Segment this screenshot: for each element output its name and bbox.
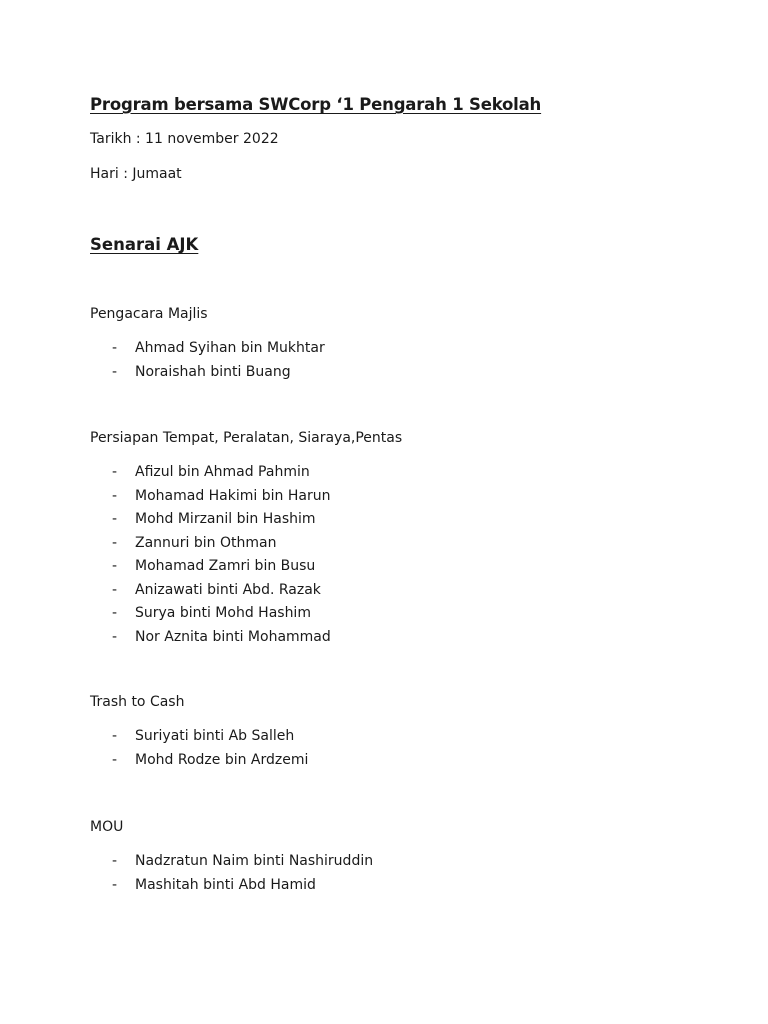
- document-title: Program bersama SWCorp ‘1 Pengarah 1 Sekolah: [90, 95, 542, 114]
- member-name: Mohd Mirzanil bin Hashim: [135, 511, 316, 527]
- dash-bullet: -: [112, 487, 118, 504]
- date-line: Tarikh : 11 november 2022: [90, 131, 279, 147]
- member-name: Surya binti Mohd Hashim: [135, 605, 311, 621]
- dash-bullet: -: [112, 853, 118, 869]
- dash-bullet: -: [112, 605, 118, 621]
- committee-group-title: Pengacara Majlis: [90, 306, 208, 322]
- member-name: Mohd Rodze bin Ardzemi: [135, 751, 309, 768]
- section-heading: Senarai AJK: [90, 235, 199, 254]
- member-name: Suriyati binti Ab Salleh: [135, 728, 295, 744]
- member-name: Noraishah binti Buang: [135, 363, 291, 380]
- member-name: Anizawati binti Abd. Razak: [135, 581, 321, 598]
- member-name: Zannuri bin Othman: [135, 534, 277, 551]
- committee-group-mou: [90, 817, 710, 897]
- member-item: [90, 749, 710, 773]
- member-name: Mohamad Zamri bin Busu: [135, 558, 316, 574]
- committee-group-title: Persiapan Tempat, Peralatan, Siaraya,Pentas: [90, 430, 403, 446]
- member-item: [90, 850, 710, 874]
- dash-bullet: -: [112, 751, 118, 768]
- member-name: Mohamad Hakimi bin Harun: [135, 487, 331, 504]
- committee-group-title: Trash to Cash: [90, 694, 185, 710]
- member-name: Mashitah binti Abd Hamid: [135, 876, 316, 893]
- committee-group-persiapan: [90, 428, 710, 649]
- dash-bullet: -: [112, 534, 118, 551]
- dash-bullet: -: [112, 581, 118, 598]
- dash-bullet: -: [112, 464, 118, 480]
- member-item: [90, 461, 710, 485]
- committee-group-pengacara: [90, 304, 710, 384]
- member-item: [90, 361, 710, 385]
- dash-bullet: -: [112, 628, 118, 645]
- member-name: Nadzratun Naim binti Nashiruddin: [135, 853, 374, 869]
- member-item: [90, 874, 710, 898]
- member-name: Afizul bin Ahmad Pahmin: [135, 464, 310, 480]
- member-item: [90, 532, 710, 556]
- member-list: [90, 850, 710, 897]
- member-item: [90, 626, 710, 650]
- member-name: Ahmad Syihan bin Mukhtar: [135, 340, 325, 356]
- member-item: [90, 508, 710, 532]
- dash-bullet: -: [112, 728, 118, 744]
- member-list: [90, 725, 710, 772]
- member-item: [90, 555, 710, 579]
- member-item: [90, 579, 710, 603]
- day-line: Hari : Jumaat: [90, 166, 182, 182]
- dash-bullet: -: [112, 511, 118, 527]
- member-item: [90, 337, 710, 361]
- dash-bullet: -: [112, 876, 118, 893]
- member-list: [90, 337, 710, 384]
- member-name: Nor Aznita binti Mohammad: [135, 628, 331, 645]
- dash-bullet: -: [112, 340, 118, 356]
- member-item: [90, 602, 710, 626]
- dash-bullet: -: [112, 363, 118, 380]
- member-list: [90, 461, 710, 649]
- member-item: [90, 725, 710, 749]
- committee-group-title: MOU: [90, 819, 124, 835]
- committee-group-trash-to-cash: [90, 692, 710, 772]
- dash-bullet: -: [112, 558, 118, 574]
- member-item: [90, 485, 710, 509]
